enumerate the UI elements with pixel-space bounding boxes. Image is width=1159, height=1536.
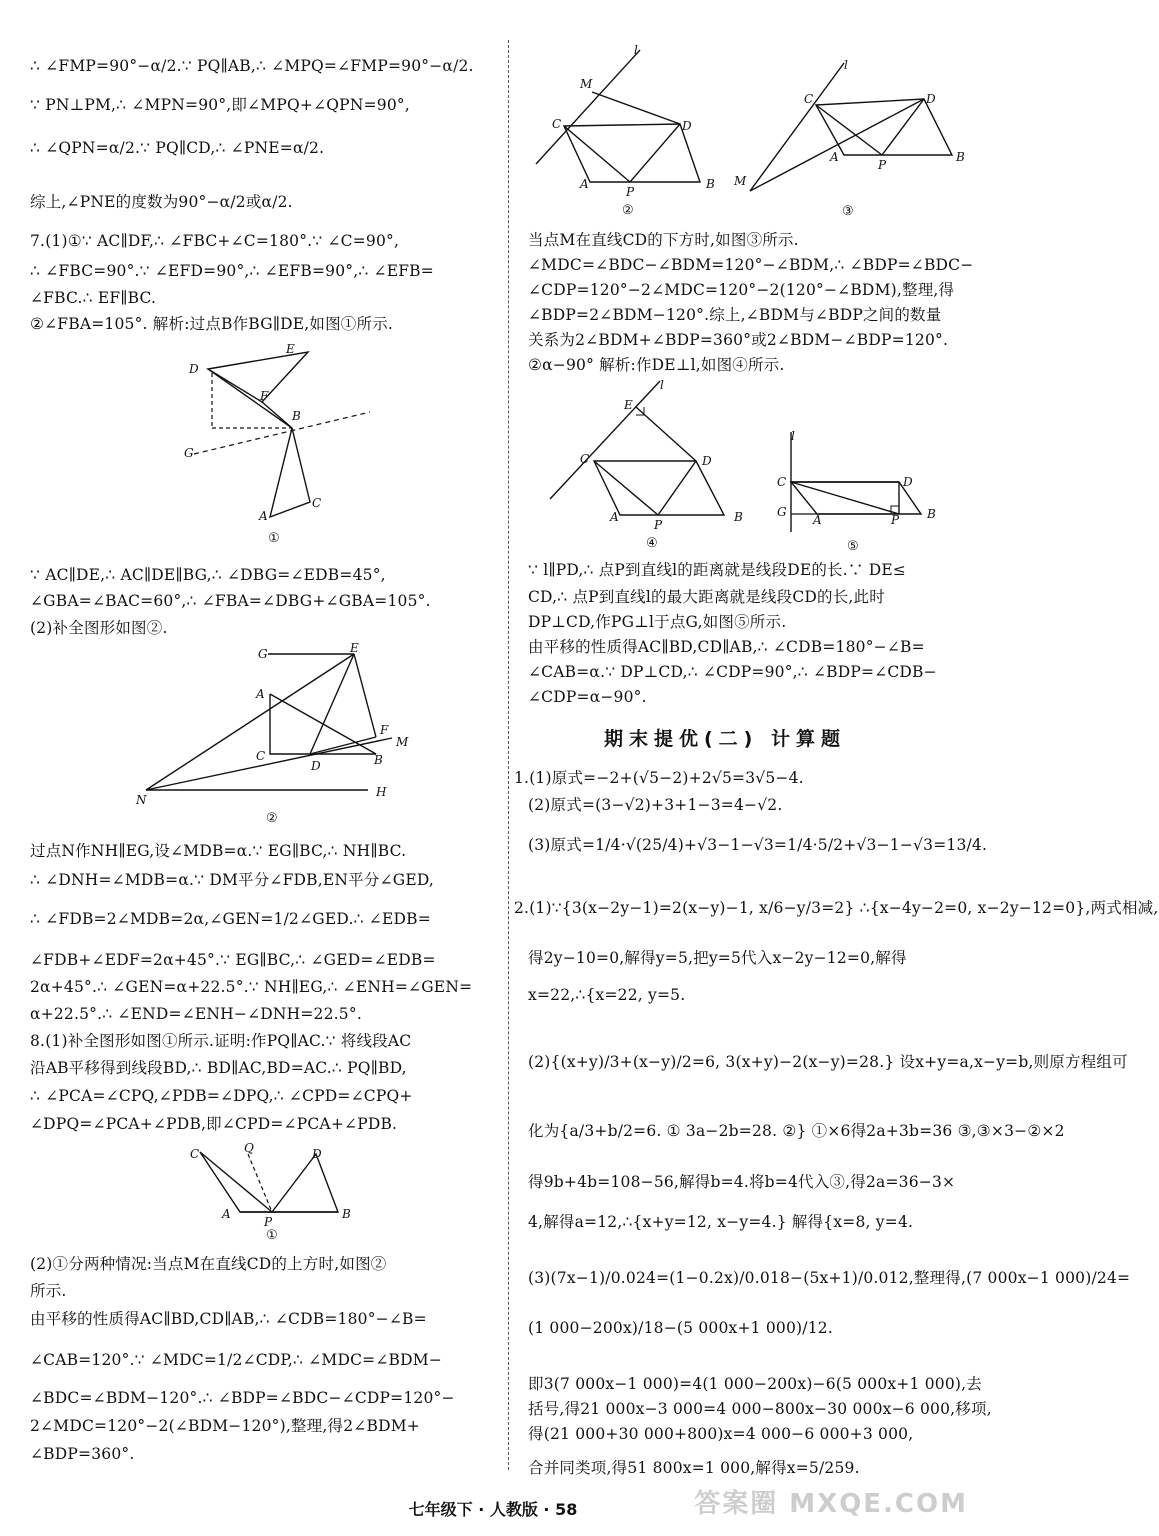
svg-text:Q: Q: [244, 1141, 254, 1155]
text-line: 由平移的性质得AC∥BD,CD∥AB,∴ ∠CDB=180°−∠B=: [528, 638, 925, 656]
text-line: ∠BDP=360°.: [30, 1445, 135, 1463]
svg-text:P: P: [264, 1215, 273, 1229]
text-line: (3)原式=1/4·√(25/4)+√3−1−√3=1/4·5/2+√3−1−√3=13/4.: [528, 836, 988, 854]
svg-text:B: B: [734, 510, 743, 524]
text-line: ∠MDC=∠BDC−∠BDM=120°−∠BDM,∴ ∠BDP=∠BDC−: [528, 256, 974, 274]
text-line: ∴ ∠QPN=α/2.∵ PQ∥CD,∴ ∠PNE=α/2.: [30, 139, 325, 157]
svg-text:C: C: [256, 749, 266, 763]
figure-caption: ②: [622, 203, 634, 218]
svg-text:C: C: [190, 1147, 200, 1161]
text-line: 化为{a/3+b/2=6. ① 3a−2b=28. ②} ①×6得2a+3b=36 ③,③×3−②×2: [528, 1122, 1065, 1140]
text-line: 即3(7 000x−1 000)=4(1 000−200x)−6(5 000x+1 000),去: [528, 1375, 983, 1393]
text-line: 沿AB平移得到线段BD,∴ BD∥AC,BD=AC.∴ PQ∥BD,: [30, 1059, 407, 1077]
text-line: 综上,∠PNE的度数为90°−α/2或α/2.: [30, 193, 293, 211]
figure-caption: ①: [266, 1228, 278, 1243]
text-line: DP⊥CD,作PG⊥l于点G,如图⑤所示.: [528, 613, 787, 631]
svg-text:C: C: [312, 496, 322, 510]
text-line: ∴ ∠PCA=∠CPQ,∠PDB=∠DPQ,∴ ∠CPD=∠CPQ+: [30, 1087, 413, 1105]
text-line: ∠DPQ=∠PCA+∠PDB,即∠CPD=∠PCA+∠PDB.: [30, 1115, 398, 1133]
text-line: 1.(1)原式=−2+(√5−2)+2√5=3√5−4.: [514, 769, 804, 787]
svg-text:D: D: [682, 119, 692, 133]
svg-text:M: M: [396, 735, 409, 749]
svg-text:D: D: [189, 362, 199, 376]
svg-text:l: l: [634, 43, 638, 57]
svg-text:A: A: [259, 509, 268, 523]
text-line: (2)补全图形如图②.: [30, 619, 168, 637]
text-line: ∵ l∥PD,∴ 点P到直线l的距离就是线段DE的长.∵ DE≤: [528, 561, 907, 579]
figure-caption: ①: [268, 531, 280, 546]
svg-text:M: M: [734, 174, 747, 188]
text-line: 8.(1)补全图形如图①所示.证明:作PQ∥AC.∵ 将线段AC: [30, 1032, 412, 1050]
svg-text:B: B: [342, 1207, 351, 1221]
figure-caption: ③: [842, 204, 854, 219]
text-line: ②α−90° 解析:作DE⊥l,如图④所示.: [528, 356, 785, 374]
text-line: α+22.5°.∴ ∠END=∠ENH−∠DNH=22.5°.: [30, 1005, 362, 1023]
svg-text:P: P: [878, 158, 887, 172]
svg-text:M: M: [580, 77, 593, 91]
text-line: ∠FDB+∠EDF=2α+45°.∵ EG∥BC,∴ ∠GED=∠EDB=: [30, 951, 436, 969]
watermark-logo: 答案圈 MXQE.COM: [694, 1489, 968, 1519]
svg-text:P: P: [626, 185, 635, 199]
svg-text:C: C: [804, 92, 814, 106]
text-line: (2){(x+y)/3+(x−y)/2=6, 3(x+y)−2(x−y)=28.} 设x+y=a,x−y=b,则原方程组可: [528, 1053, 1128, 1071]
svg-text:B: B: [956, 150, 965, 164]
svg-text:A: A: [813, 513, 822, 527]
text-line: 过点N作NH∥EG,设∠MDB=α.∵ EG∥BC,∴ NH∥BC.: [30, 842, 407, 860]
figure-caption: ④: [646, 536, 658, 551]
svg-text:D: D: [926, 92, 936, 106]
figure-7-1: [180, 340, 380, 550]
svg-text:C: C: [580, 452, 590, 466]
svg-text:D: D: [311, 759, 321, 773]
svg-text:E: E: [350, 641, 359, 655]
svg-text:E: E: [286, 342, 295, 356]
text-line: ∠CAB=120°.∵ ∠MDC=1/2∠CDP,∴ ∠MDC=∠BDM−: [30, 1351, 443, 1369]
svg-text:H: H: [376, 785, 387, 799]
figure-caption: ②: [266, 811, 278, 826]
svg-text:A: A: [580, 177, 589, 191]
svg-text:A: A: [830, 150, 839, 164]
text-line: ∵ PN⊥PM,∴ ∠MPN=90°,即∠MPQ+∠QPN=90°,: [30, 96, 410, 114]
text-line: 4,解得a=12,∴{x+y=12, x−y=4.} 解得{x=8, y=4.: [528, 1213, 914, 1231]
text-line: ∴ ∠FDB=2∠MDB=2α,∠GEN=1/2∠GED.∴ ∠EDB=: [30, 910, 431, 928]
svg-text:G: G: [777, 505, 787, 519]
svg-text:G: G: [258, 647, 268, 661]
text-line: 2α+45°.∴ ∠GEN=α+22.5°.∵ NH∥EG,∴ ∠ENH=∠GEN=: [30, 978, 473, 996]
svg-text:B: B: [292, 409, 301, 423]
text-line: ∠BDC=∠BDM−120°.∴ ∠BDP=∠BDC−∠CDP=120°−: [30, 1389, 455, 1407]
svg-text:l: l: [844, 58, 848, 72]
text-line: 得(21 000+30 000+800)x=4 000−6 000+3 000,: [528, 1425, 914, 1443]
text-line: 当点M在直线CD的下方时,如图③所示.: [528, 231, 799, 249]
text-line: (1 000−200x)/18−(5 000x+1 000)/12.: [528, 1319, 833, 1337]
svg-text:B: B: [706, 177, 715, 191]
text-line: 合并同类项,得51 800x=1 000,解得x=5/259.: [528, 1459, 860, 1477]
svg-text:P: P: [891, 513, 900, 527]
figure-caption: ⑤: [847, 539, 859, 554]
svg-text:F: F: [260, 389, 269, 403]
text-line: 7.(1)①∵ AC∥DF,∴ ∠FBC+∠C=180°.∵ ∠C=90°,: [30, 232, 400, 250]
svg-text:D: D: [903, 475, 913, 489]
text-line: ∴ ∠FBC=90°.∵ ∠EFD=90°,∴ ∠EFB=90°,∴ ∠EFB=: [30, 262, 434, 280]
text-line: ∠BDP=2∠BDM−120°.综上,∠BDM与∠BDP之间的数量: [528, 306, 942, 324]
text-line: (2)原式=(3−√2)+3+1−3=4−√2.: [528, 796, 783, 814]
text-line: ∠FBC.∴ EF∥BC.: [30, 289, 157, 307]
text-line: 关系为2∠BDM+∠BDP=360°或2∠BDM−∠BDP=120°.: [528, 331, 949, 349]
text-line: 括号,得21 000x−3 000=4 000−800x−30 000x−6 000,移项,: [528, 1400, 992, 1418]
figure-8-3: [730, 55, 970, 220]
text-line: ∵ AC∥DE,∴ AC∥DE∥BG,∴ ∠DBG=∠EDB=45°,: [30, 566, 386, 584]
svg-text:B: B: [927, 507, 936, 521]
figure-8-1: [190, 1140, 370, 1242]
text-line: 2∠MDC=120°−2(∠BDM−120°),整理,得2∠BDM+: [30, 1417, 420, 1435]
svg-text:l: l: [660, 378, 664, 392]
text-line: 由平移的性质得AC∥BD,CD∥AB,∴ ∠CDB=180°−∠B=: [30, 1310, 427, 1328]
figure-8-2: [530, 40, 730, 220]
svg-text:E: E: [624, 398, 633, 412]
svg-text:C: C: [777, 475, 787, 489]
text-line: (3)(7x−1)/0.024=(1−0.2x)/0.018−(5x+1)/0.012,整理得,(7 000x−1 000)/24=: [528, 1269, 1131, 1287]
svg-text:N: N: [136, 793, 147, 807]
svg-text:A: A: [256, 687, 265, 701]
svg-text:D: D: [312, 1147, 322, 1161]
column-divider: [508, 40, 509, 1470]
svg-text:P: P: [654, 518, 663, 532]
text-line: x=22,∴{x=22, y=5.: [528, 986, 686, 1004]
text-line: CD,∴ 点P到直线l的最大距离就是线段CD的长,此时: [528, 588, 885, 606]
text-line: ∠CDP=120°−2∠MDC=120°−2(120°−∠BDM),整理,得: [528, 281, 955, 299]
text-line: ∴ ∠DNH=∠MDB=α.∵ DM平分∠FDB,EN平分∠GED,: [30, 871, 435, 889]
text-line: 得2y−10=0,解得y=5,把y=5代入x−2y−12=0,解得: [528, 949, 907, 967]
text-line: (2)①分两种情况:当点M在直线CD的上方时,如图②: [30, 1255, 387, 1273]
svg-text:D: D: [702, 454, 712, 468]
text-line: ∠CAB=α.∵ DP⊥CD,∴ ∠CDP=90°,∴ ∠BDP=∠CDB−: [528, 663, 937, 681]
page-footer: 七年级下 · 人教版 · 58: [408, 1500, 578, 1519]
text-line: 2.(1)∵{3(x−2y−1)=2(x−y)−1, x/6−y/3=2} ∴{x−4y−2=0, x−2y−12=0},两式相减,: [514, 899, 1159, 917]
svg-text:A: A: [222, 1207, 231, 1221]
svg-text:F: F: [380, 723, 389, 737]
text-line: ∴ ∠FMP=90°−α/2.∵ PQ∥AB,∴ ∠MPQ=∠FMP=90°−α/2.: [30, 57, 474, 75]
figure-7-2: [130, 642, 420, 832]
figure-8-4: [540, 375, 760, 555]
figure-8-5: [775, 428, 975, 553]
text-line: ②∠FBA=105°. 解析:过点B作BG∥DE,如图①所示.: [30, 315, 394, 333]
svg-text:G: G: [184, 446, 194, 460]
svg-text:C: C: [552, 117, 562, 131]
text-line: 所示.: [30, 1282, 67, 1300]
svg-text:B: B: [374, 753, 383, 767]
text-line: 得9b+4b=108−56,解得b=4.将b=4代入③,得2a=36−3×: [528, 1173, 956, 1191]
text-line: ∠CDP=α−90°.: [528, 688, 647, 706]
svg-text:l: l: [791, 429, 795, 443]
section-title: 期末提优(二) 计算题: [604, 728, 846, 750]
svg-text:A: A: [610, 510, 619, 524]
text-line: ∠GBA=∠BAC=60°,∴ ∠FBA=∠DBG+∠GBA=105°.: [30, 592, 431, 610]
